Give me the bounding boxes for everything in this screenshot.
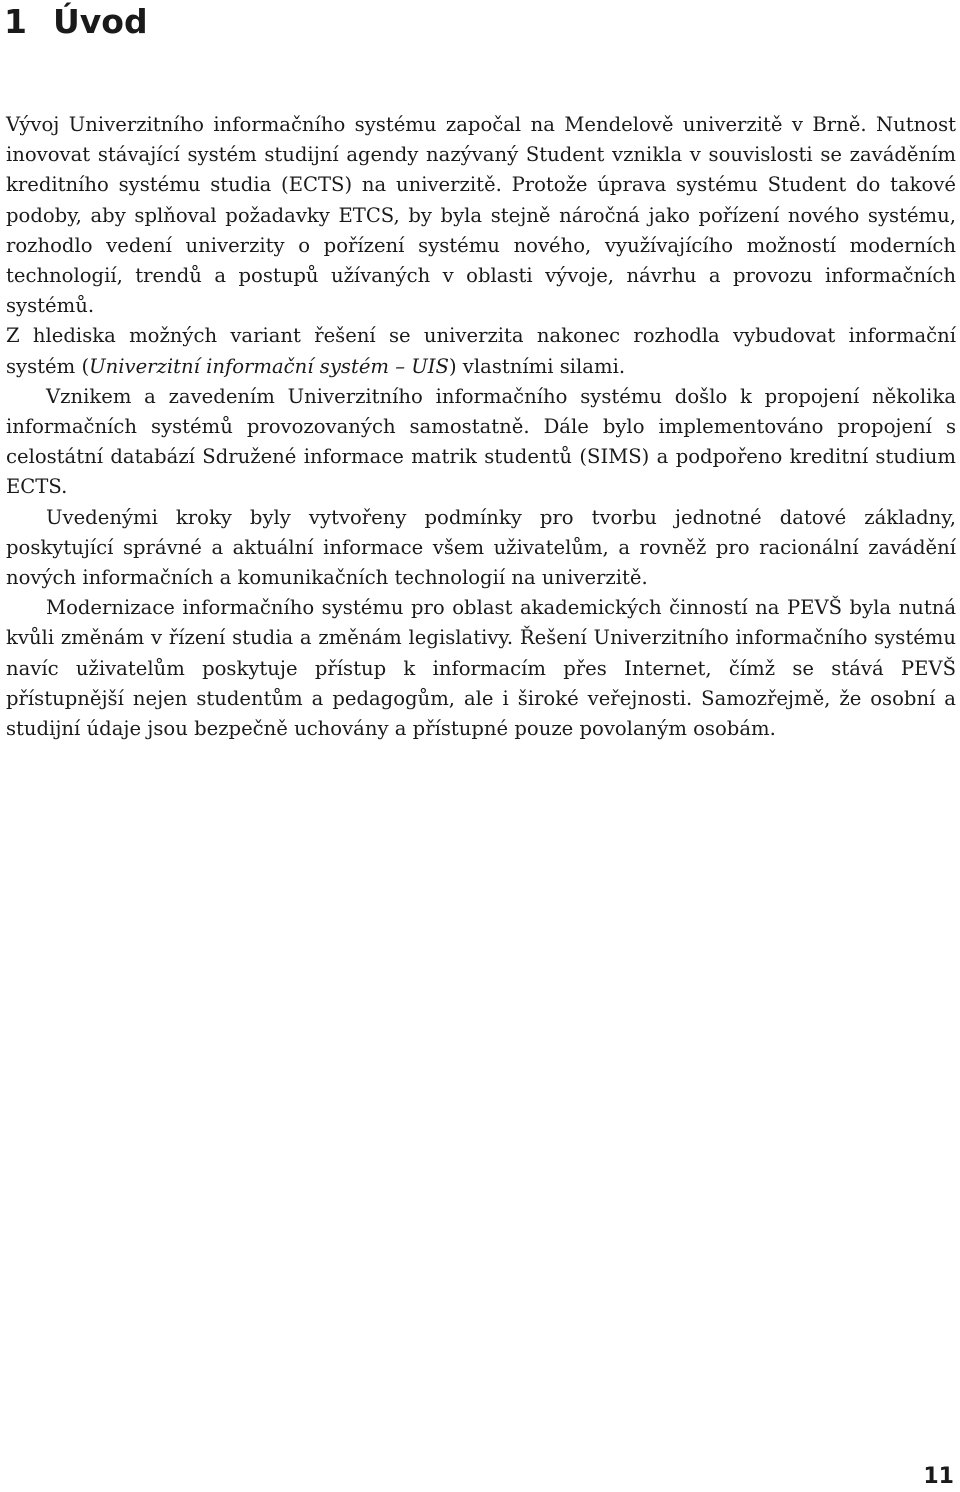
paragraph-1: Vývoj Univerzitního informačního systému započal na Mendelově univerzitě v Brně. Nutnost inovovat stávající systém studijní agendy nazývaný Student vznikla v souvislosti se zaváděním kreditního systému studia (ECTS) na univerzitě. Protože úprava systému Student do takové podoby, aby splňoval požadavky ETCS, by byla stejně náročná jako pořízení nového systému, rozhodlo vedení univerzity o pořízení systému nového, využívajícího možností moderních technologií, trendů a postupů užívaných v oblasti vývoje, návrhu a provozu informačních systémů. xyxy=(6,113,956,318)
chapter-title: Úvod xyxy=(52,2,148,41)
uis-emphasis: Univerzitní informační systém – UIS xyxy=(89,354,449,378)
paragraph-2 xyxy=(6,321,956,381)
paragraph-2-after: ) vlastními silami. xyxy=(448,354,626,378)
paragraph-2-before: Z hlediska možných variant řešení se univerzita nakonec rozhodla vybudovat informační systém ( xyxy=(6,324,956,378)
chapter-number: 1 xyxy=(4,2,27,41)
chapter-heading xyxy=(4,0,148,44)
body-text xyxy=(6,110,956,744)
paragraph-3: Vznikem a zavedením Univerzitního informačního systému došlo k propojení několika informačních systémů provozovaných samostatně. Dále bylo implementováno propojení s celostátní databází Sdružené informace matrik studentů (SIMS) a podpořeno kreditní studium ECTS. xyxy=(6,384,956,499)
page-number: 11 xyxy=(923,1464,954,1489)
paragraph-5: Modernizace informačního systému pro oblast akademických činností na PEVŠ byla nutná kvůli změnám v řízení studia a změnám legislativy. Řešení Univerzitního informačního systému navíc uživatelům poskytuje přístup k informacím přes Internet, čímž se stává PEVŠ přístupnější nejen studentům a pedagogům, ale i široké veřejnosti. Samozřejmě, že osobní a studijní údaje jsou bezpečně uchovány a přístupné pouze povolaným osobám. xyxy=(6,596,956,741)
paragraph-4: Uvedenými kroky byly vytvořeny podmínky pro tvorbu jednotné datové základny, poskytující správné a aktuální informace všem uživatelům, a rovněž pro racionální zavádění nových informačních a komunikačních technologií na univerzitě. xyxy=(6,505,956,590)
